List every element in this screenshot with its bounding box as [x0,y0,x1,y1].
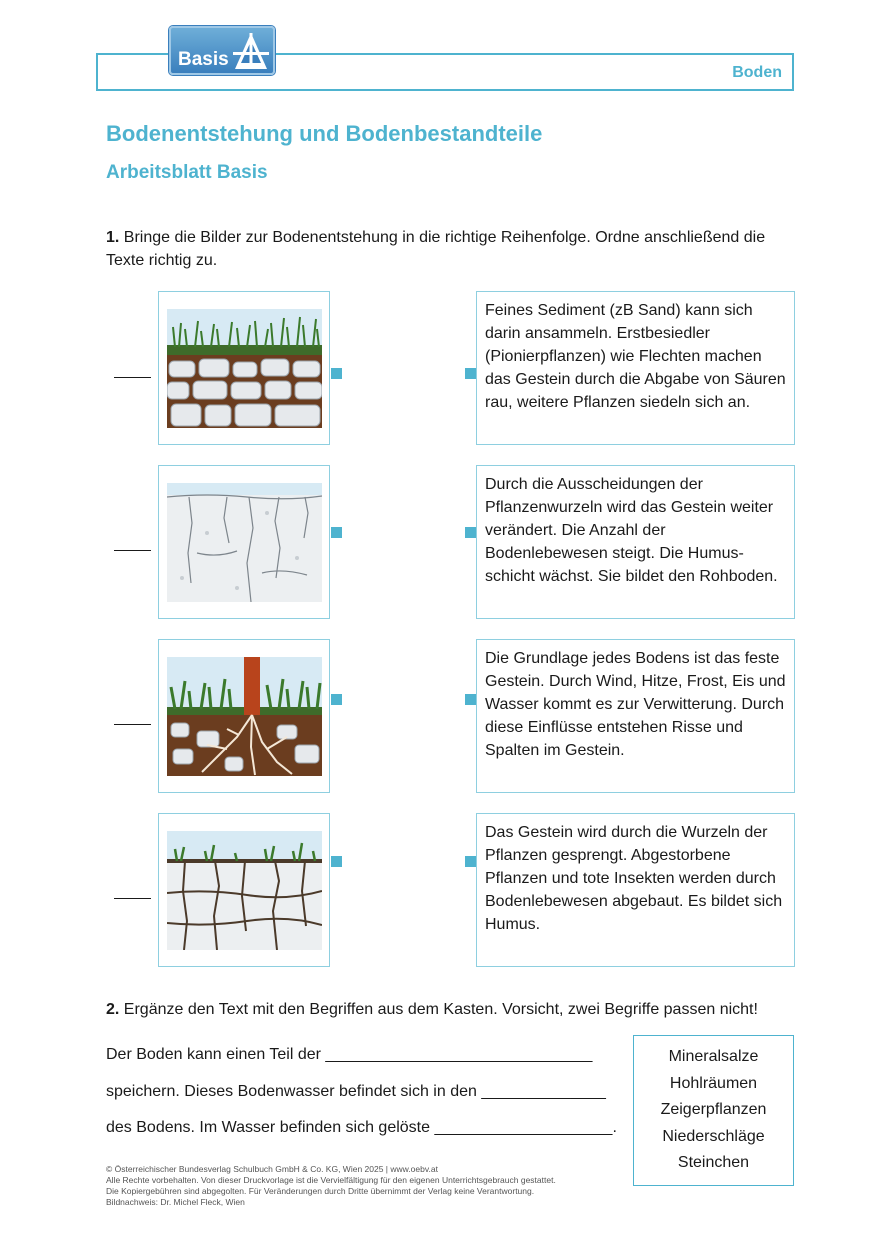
image-box-1 [158,291,330,445]
answer-blank-3[interactable] [114,724,151,725]
task2-text: Ergänze den Text mit den Begriffen aus dem Kasten. Vorsicht, zwei Begriffe passen nicht! [123,1001,758,1018]
image-box-3 [158,639,330,793]
matching-row-3 [0,639,890,793]
matching-row-1 [0,291,890,445]
connector-dot-right-4[interactable] [465,856,476,867]
task2-instruction [106,998,796,1021]
text-box-2: Durch die Ausscheidungen der Pflanzenwurzeln wird das Gestein weiter verändert. Die Anzahl der Bodenlebewesen steigt. Die Humus-schicht wächst. Sie bildet den Rohboden. [476,465,795,619]
matching-row-2 [0,465,890,619]
cloze-line-3[interactable]: des Bodens. Im Wasser befinden sich gelöste ____________________. [106,1119,617,1136]
cloze-line-1[interactable]: Der Boden kann einen Teil der ______________________________ [106,1046,593,1063]
matching-row-4 [0,813,890,967]
image-box-4 [158,813,330,967]
triangle-logo-icon [233,31,269,71]
page-subtitle: Arbeitsblatt Basis [106,162,268,183]
connector-dot-left-1[interactable] [331,368,342,379]
footer-line: Alle Rechte vorbehalten. Von dieser Druckvorlage ist die Vervielfältigung für den eigenen Unterrichtsgebrauch gestattet. [106,1175,556,1185]
text-box-1: Feines Sediment (zB Sand) kann sich darin ansammeln. Erstbesiedler (Pionierpflanzen) wie Flechten machen das Gestein durch die Abgabe von Säuren rau, weitere Pflanzen siedeln sich an. [476,291,795,445]
copyright-footer [106,1164,556,1208]
page-title: Bodenentstehung und Bodenbestandteile [106,121,543,146]
footer-line: © Österreichischer Bundesverlag Schulbuch GmbH & Co. KG, Wien 2025 | www.oebv.at [106,1164,438,1174]
footer-line: Bildnachweis: Dr. Michel Fleck, Wien [106,1197,245,1207]
pioneer-plants-image [167,309,322,428]
word-bank-item: Mineralsalze [668,1048,759,1065]
word-bank [633,1035,794,1186]
connector-dot-right-2[interactable] [465,527,476,538]
subject-label: Boden [732,64,782,81]
task2-number: 2. [106,1001,120,1018]
task1-number: 1. [106,229,120,246]
basis-logo [169,26,275,75]
answer-blank-4[interactable] [114,898,151,899]
rooted-soil-image [167,657,322,776]
connector-dot-left-3[interactable] [331,694,342,705]
connector-dot-right-1[interactable] [465,368,476,379]
task1-instruction [106,226,796,272]
rock-sprouts-image [167,831,322,950]
logo-text: Basis [178,49,229,70]
text-box-3: Die Grundlage jedes Bodens ist das feste Gestein. Durch Wind, Hitze, Frost, Eis und Wasser kommt es zur Verwitterung. Durch diese Einflüsse entstehen Risse und Spalten im Gestein. [476,639,795,793]
footer-line: Die Kopiergebühren sind abgegolten. Für Veränderungen durch Dritte übernimmt der Verlag keine Verantwortung. [106,1186,535,1196]
answer-blank-1[interactable] [114,377,151,378]
image-box-2 [158,465,330,619]
answer-blank-2[interactable] [114,550,151,551]
word-bank-item: Steinchen [677,1154,750,1171]
word-bank-item: Zeigerpflanzen [660,1101,767,1118]
connector-dot-right-3[interactable] [465,694,476,705]
cloze-line-2[interactable]: speichern. Dieses Bodenwasser befindet sich in den ______________ [106,1083,606,1100]
word-bank-item: Niederschläge [662,1127,765,1145]
task1-text: Bringe die Bilder zur Bodenentstehung in die richtige Reihenfolge. Ordne anschließend die Texte richtig zu. [106,229,766,269]
connector-dot-left-4[interactable] [331,856,342,867]
cracked-rock-image [167,483,322,602]
text-box-4: Das Gestein wird durch die Wurzeln der Pflanzen gesprengt. Abgestorbene Pflanzen und tote Insekten werden durch Bodenlebewesen abgebaut. Es bildet sich Humus. [476,813,795,967]
word-bank-item: Hohlräumen [669,1074,758,1092]
connector-dot-left-2[interactable] [331,527,342,538]
